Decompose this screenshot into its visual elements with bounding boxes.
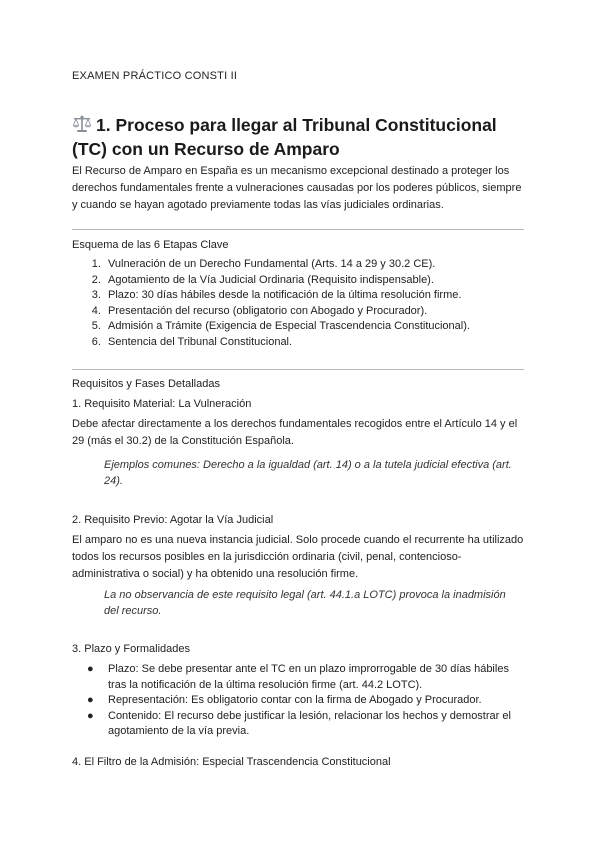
list-item: ● Plazo: Se debe presentar ante el TC en un plazo improrrogable de 30 días hábiles tras la notificación de la última resolución firme (art. 44.2 LOTC). <box>87 663 509 691</box>
req3-heading: 3. Plazo y Formalidades <box>72 643 190 655</box>
req2-heading: 2. Requisito Previo: Agotar la Vía Judicial <box>72 514 274 526</box>
req1-text: Debe afectar directamente a los derechos fundamentales recogidos entre el Artículo 14 y el 29 (más el 30.2) de la Constitución Española. <box>72 418 518 447</box>
list-item: ● Representación: Es obligatorio contar con la firma de Abogado y Procurador. <box>106 693 526 709</box>
list-item: 5. Admisión a Trámite (Exigencia de Especial Trascendencia Constitucional). <box>104 319 534 335</box>
req3-bullets <box>72 662 526 740</box>
req1-note: Ejemplos comunes: Derecho a la igualdad (art. 14) o a la tutela judicial efectiva (art. 24). <box>104 459 512 487</box>
req4-heading: 4. El Filtro de la Admisión: Especial Trascendencia Constitucional <box>72 756 391 768</box>
list-item: 1. Vulneración de un Derecho Fundamental (Arts. 14 a 29 y 30.2 CE). <box>104 257 534 273</box>
list-item: 2. Agotamiento de la Vía Judicial Ordinaria (Requisito indispensable). <box>104 273 534 289</box>
req2-text: El amparo no es una nueva instancia judicial. Solo procede cuando el recurrente ha utilizado todos los recursos posibles en la jurisdicción ordinaria (civil, penal, contencioso-administrativa o social) y ha obtenido una resolución firme. <box>72 534 524 580</box>
balance-scale-icon <box>72 115 92 133</box>
req1-heading: 1. Requisito Material: La Vulneración <box>72 398 252 410</box>
list-item: ● Contenido: El recurso debe justificar la lesión, relacionar los hechos y demostrar el agotamiento de la vía previa. <box>87 709 511 737</box>
section-title <box>72 113 526 161</box>
intro-paragraph: El Recurso de Amparo en España es un mecanismo excepcional destinado a proteger los derechos fundamentales frente a vulneraciones causadas por los poderes públicos, siempre y cuando se hayan agotado previamente todas las vías judiciales ordinarias. <box>72 165 522 211</box>
section-title-text: 1. Proceso para llegar al Tribunal Constitucional (TC) con un Recurso de Amparo <box>72 115 497 159</box>
details-heading: Requisitos y Fases Detalladas <box>72 378 220 390</box>
bullet-icon: ● <box>87 663 94 675</box>
req2-note: La no observancia de este requisito legal (art. 44.1.a LOTC) provoca la inadmisión del recurso. <box>104 589 506 617</box>
list-item: 6. Sentencia del Tribunal Constitucional. <box>104 335 534 351</box>
list-item: 3. Plazo: 30 días hábiles desde la notificación de la última resolución firme. <box>104 288 534 304</box>
divider <box>72 369 524 370</box>
schema-steps-list <box>72 257 534 350</box>
schema-heading: Esquema de las 6 Etapas Clave <box>72 239 229 251</box>
bullet-icon: ● <box>87 694 94 706</box>
bullet-icon: ● <box>87 709 94 722</box>
divider <box>72 229 524 230</box>
list-item: 4. Presentación del recurso (obligatorio con Abogado y Procurador). <box>104 304 534 320</box>
document-header: EXAMEN PRÁCTICO CONSTI II <box>72 70 238 82</box>
